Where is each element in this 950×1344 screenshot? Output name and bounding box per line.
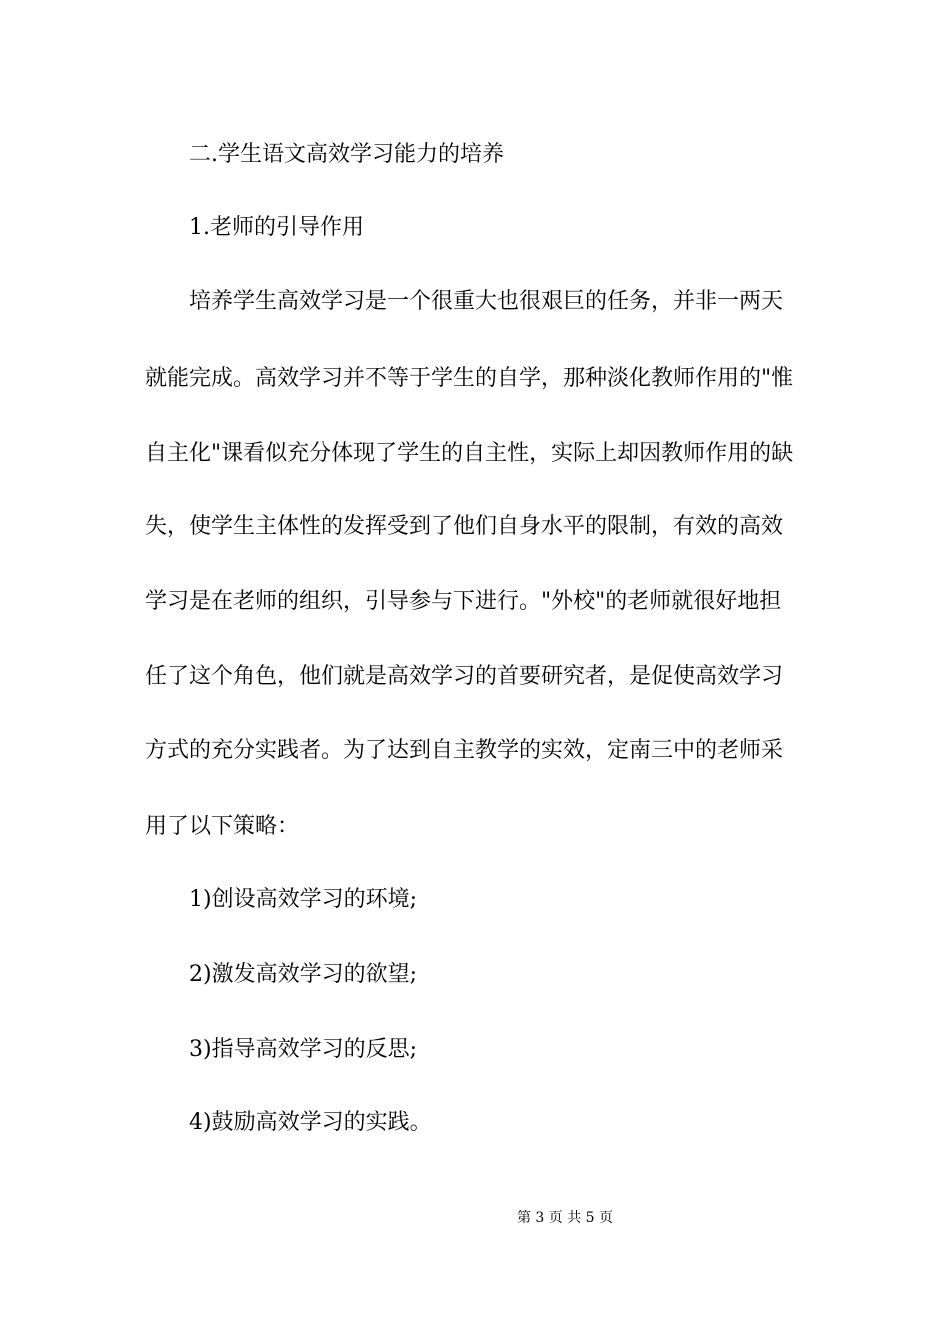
list-item: 2)激发高效学习的欲望;	[189, 962, 417, 987]
paragraph-line: 自主化"课看似充分体现了学生的自主性，实际上却因教师作用的缺	[145, 441, 794, 466]
section-heading: 二.学生语文高效学习能力的培养	[189, 142, 504, 167]
paragraph-line: 用了以下策略：	[145, 814, 300, 839]
list-item: 1)创设高效学习的环境;	[189, 887, 417, 912]
paragraph-line: 就能完成。高效学习并不等于学生的自学，那种淡化教师作用的"惟	[145, 366, 794, 391]
page-footer: 第 3 页 共 5 页	[516, 1210, 614, 1226]
paragraph-line: 失，使学生主体性的发挥受到了他们自身水平的限制，有效的高效	[145, 514, 784, 539]
list-item: 3)指导高效学习的反思;	[189, 1037, 417, 1062]
paragraph-line: 学习是在老师的组织，引导参与下进行。"外校"的老师就很好地担	[145, 589, 782, 614]
paragraph-line: 任了这个角色，他们就是高效学习的首要研究者，是促使高效学习	[145, 664, 784, 689]
list-item: 4)鼓励高效学习的实践。	[189, 1110, 432, 1135]
subsection-heading: 1.老师的引导作用	[189, 215, 364, 240]
paragraph-line: 培养学生高效学习是一个很重大也很艰巨的任务，并非一两天	[189, 289, 784, 314]
paragraph-line: 方式的充分实践者。为了达到自主教学的实效，定南三中的老师采	[145, 738, 784, 763]
